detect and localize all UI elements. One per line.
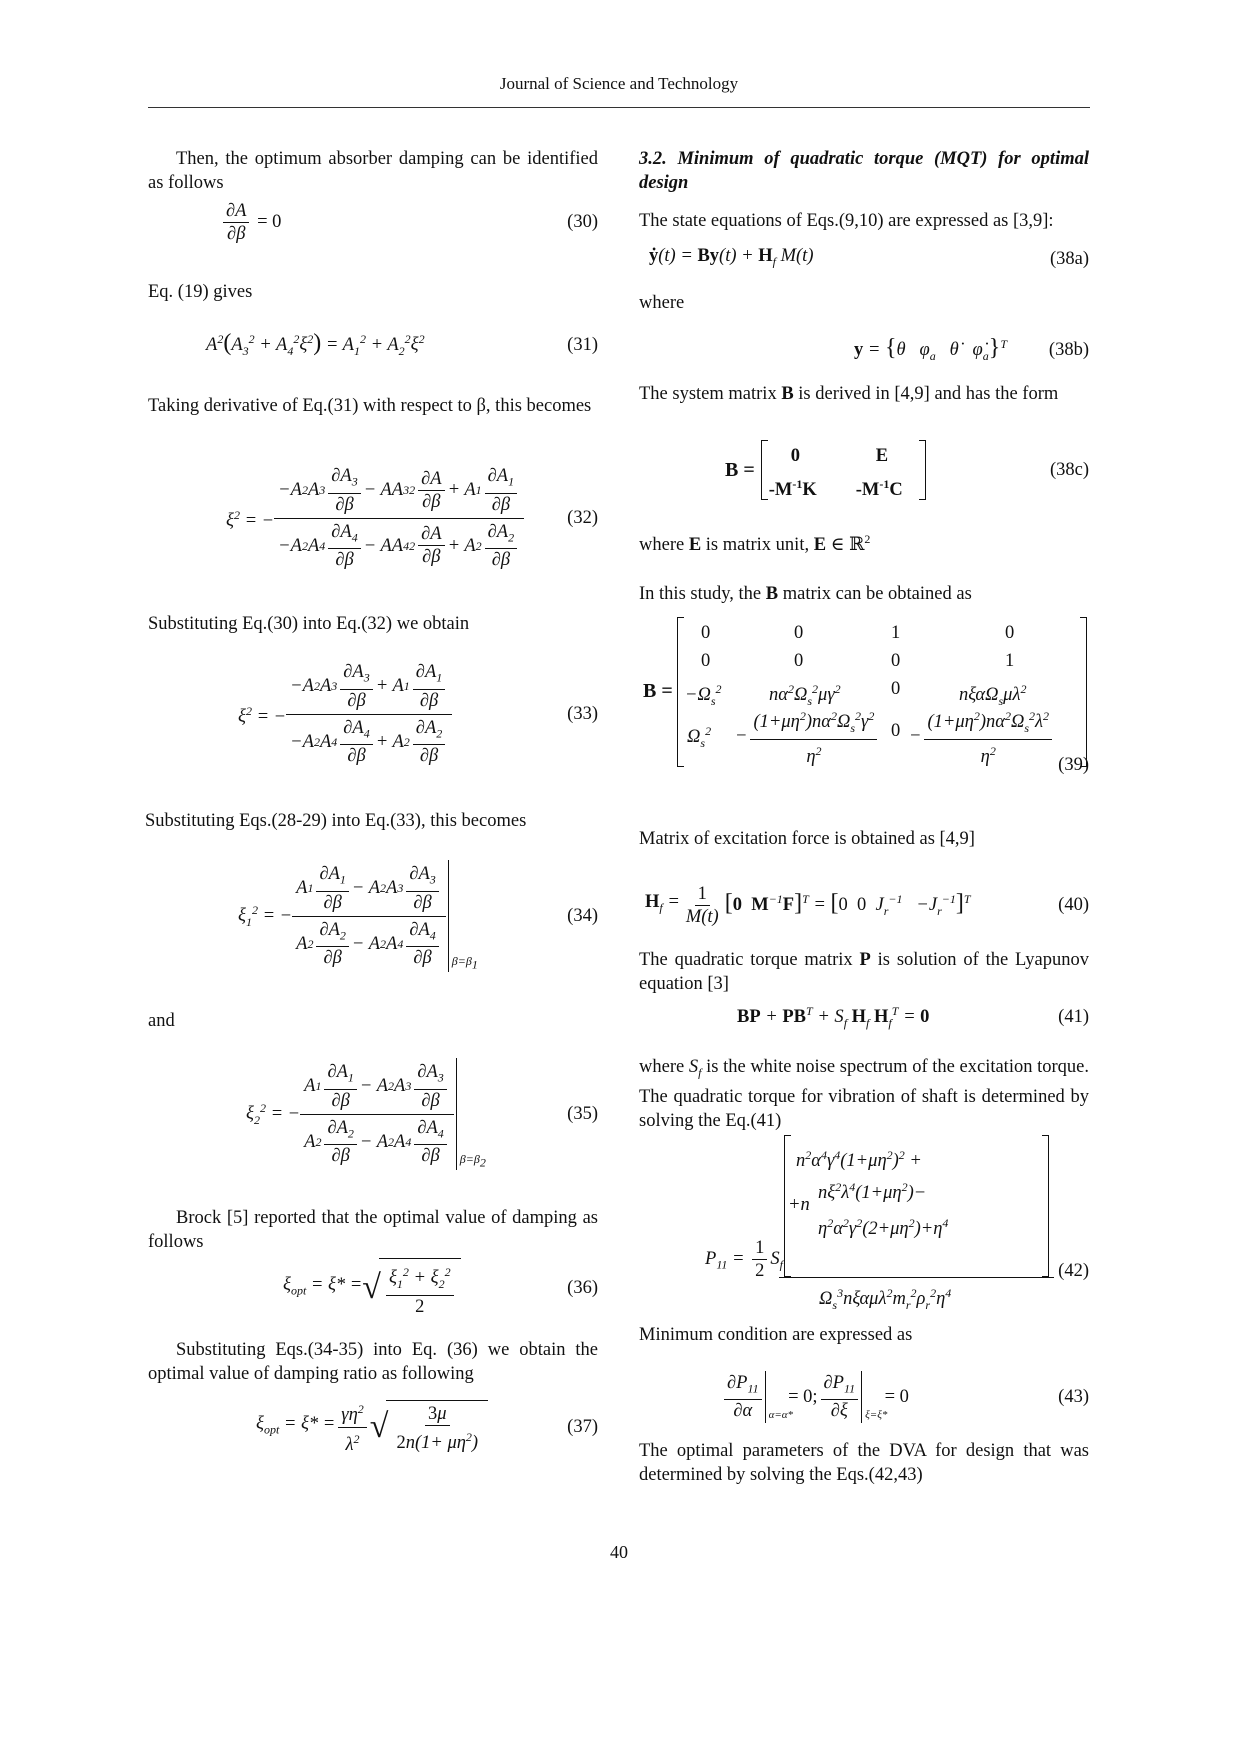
left-paragraph-8: Substituting Eqs.(34-35) into Eq. (36) we obtain the optimal value of damping ratio as following	[148, 1340, 598, 1384]
right-paragraph-8: where $S_f$ is the white noise spectrum of the excitation torque. The quadratic torque for vibration of shaft is determined by solving the Eq.(41)	[639, 1057, 1089, 1131]
right-paragraph-6: Matrix of excitation force is obtained as [4,9]	[639, 829, 975, 849]
equation-number: (34)	[567, 906, 598, 926]
right-paragraph-3: The system matrix B is derived in [4,9] and has the form	[639, 384, 1059, 404]
running-header: Journal of Science and Technology	[499, 74, 739, 93]
right-paragraph-9: Minimum condition are expressed as	[639, 1325, 913, 1345]
equation-number: (36)	[567, 1278, 598, 1298]
equation-number: (39)	[1058, 755, 1089, 775]
left-paragraph-3: Taking derivative of Eq.(31) with respect to β, this becomes	[148, 396, 592, 416]
equation-number: (38c)	[1049, 460, 1089, 480]
equation-number: (35)	[567, 1104, 598, 1124]
equation-number: (42)	[1058, 1261, 1089, 1281]
right-paragraph-4: where E is matrix unit, E ∈ ℝ$^2$	[639, 532, 871, 556]
equation-34: $\xi_1^2$ = − A 1 $\frac{\partial A_1}{\partial\beta}$ − A 2 A 3 $\frac{\partial A_3}{\partial\beta}$ A 2 $\frac{\partial A_2}{\partial\beta}$ − A 2 A 4 $\frac{\partial A_4}{\partial\beta}$ $\beta=\beta_1$ (34)	[148, 857, 598, 975]
equation-31: $A^2(A_3^2 + A_4^2\xi^2) = A_1^2 + A_2^2\xi^2$ (31)	[206, 330, 598, 358]
section-heading: 3.2. Minimum of quadratic torque (MQT) for optimal design	[639, 149, 1089, 193]
equation-number: (33)	[567, 704, 598, 724]
right-paragraph-7: The quadratic torque matrix P is solution of the Lyapunov equation [3]	[639, 950, 1089, 994]
left-paragraph-7: Brock [5] reported that the optimal value of damping as follows	[148, 1208, 598, 1252]
equation-number: (43)	[1058, 1387, 1089, 1407]
equation-38b: y = {θ $\varphi_a$ θ̇ $\varphi̇_a\}^T$ (38b)	[853, 335, 1089, 363]
equation-41: BP + $PB^T + S_f$ $H_f$ $H_f^T = 0$ (41)	[737, 1004, 1089, 1030]
equation-38a: ẏ(t) = $By(t) + H_f$ M(t) (38a)	[649, 246, 1089, 269]
left-paragraph-2: Eq. (19) gives	[148, 282, 253, 302]
equation-32: $\xi^2$ = − −A 2 A 3 $\frac{\partial A_3}{\partial\beta}$ − AA 3 2 $\frac{\partial A}{\partial\beta}$ + A 1 $\frac{\partial A_1}{\partial\beta}$ −A 2 A 4 $\frac{\partial A_4}{\partial\beta}$ − AA 4 2 $\frac{\partial A}{\partial\beta}$ + A 2 $\frac{\partial A_2}{\partial\beta}$ (32)	[148, 463, 598, 573]
equation-number: (32)	[567, 508, 598, 528]
page-number: 40	[610, 1542, 628, 1562]
equation-number: (30)	[567, 212, 598, 232]
equation-number: (37)	[567, 1417, 598, 1437]
right-paragraph-10: The optimal parameters of the DVA for design that was determined by solving the Eqs.(42,43)	[639, 1441, 1089, 1485]
header-rule	[148, 107, 1090, 108]
left-paragraph-5: Substituting Eqs.(28-29) into Eq.(33), this becomes	[145, 811, 527, 831]
equation-30: $\frac{\partial A}{\partial\beta}$ = 0 (30)	[148, 191, 598, 253]
left-paragraph-6: and	[148, 1011, 175, 1031]
equation-42: $P_{11}$ = $\frac{1}{2}$ $S_f$ $n^2\alpha^4\gamma^4(1+\mu\eta^2)^2$ + +n $n\xi^2\lambda^4(1+\mu\eta^2)-$ $\eta^2\alpha^2\gamma^2(2+\mu\eta^2)+\eta^4$ $\Omega_s^3n\xi\alpha\mu\lambda^2m_r^2\rho_r^2\eta^4$ (42)	[639, 1135, 1089, 1311]
equation-number: (31)	[567, 335, 598, 355]
equation-38c: B = 0 E $-M^{-1}K$ $-M^{-1}C$ (38c)	[639, 437, 1089, 503]
right-paragraph-1: The state equations of Eqs.(9,10) are expressed as [3,9]:	[639, 211, 1054, 231]
equation-40: $H_f$ = $\frac{1}{M(t)}$ [0 $M^{-1}F]^T = [0$ 0 $J_r^{-1} -J_r^{-1}]^T$ (40)	[645, 883, 1089, 927]
equation-number: (40)	[1058, 895, 1089, 915]
equation-number: (41)	[1058, 1007, 1089, 1027]
right-paragraph-5: In this study, the B matrix can be obtained as	[639, 584, 972, 604]
equation-number: (38a)	[1049, 249, 1089, 269]
right-paragraph-2: where	[639, 293, 685, 313]
equation-43: $\frac{\partial P_{11}}{\partial\alpha}$ α=α* = 0; $\frac{\partial P_{11}}{\partial\xi}$ ξ=ξ* = 0 (43)	[639, 1365, 1089, 1429]
left-paragraph-1: Then, the optimum absorber damping can be identified as follows	[148, 149, 598, 193]
equation-35: $\xi_2^2$ = − A 1 $\frac{\partial A_1}{\partial\beta}$ − A 2 A 3 $\frac{\partial A_3}{\partial\beta}$ A 2 $\frac{\partial A_2}{\partial\beta}$ − A 2 A 4 $\frac{\partial A_4}{\partial\beta}$ $\beta=\beta_2$ (35)	[148, 1055, 598, 1173]
left-paragraph-4: Substituting Eq.(30) into Eq.(32) we obtain	[148, 614, 470, 634]
equation-number: (38b)	[1048, 340, 1089, 360]
equation-39: B = 0 0 1 0 0 0 0 1 $-\Omega_s^2$ $n\alpha^2\Omega_s^2\mu\gamma^2$ 0 $n\xi\alpha\Omega_s\mu\lambda^2$ $\Omega_s^2$ − $\frac{(1+\mu\eta^2)n\alpha^2\Omega_s^2\gamma^2}{\eta^2}$ 0 − $\frac{(1+\mu\eta^2)n\alpha^2\Omega_s^2\lambda^2}{\eta^2}$ (39)	[639, 617, 1089, 777]
equation-36: $\xi_{opt} = \xi*$ = √ $\frac{\xi_1^2 + \xi_2^2}{2}$ (36)	[148, 1257, 598, 1319]
equation-33: $\xi^2$ = − −A 2 A 3 $\frac{\partial A_3}{\partial\beta}$ + A 1 $\frac{\partial A_1}{\partial\beta}$ −A 2 A 4 $\frac{\partial A_4}{\partial\beta}$ + A 2 $\frac{\partial A_2}{\partial\beta}$ (33)	[148, 659, 598, 769]
equation-37: $\xi_{opt} = \xi*$ = $\frac{\gamma\eta^2}{\lambda^2}$ √ $\frac{3\mu}{2n(1+ \mu\eta^2)}$ (37)	[148, 1395, 598, 1459]
